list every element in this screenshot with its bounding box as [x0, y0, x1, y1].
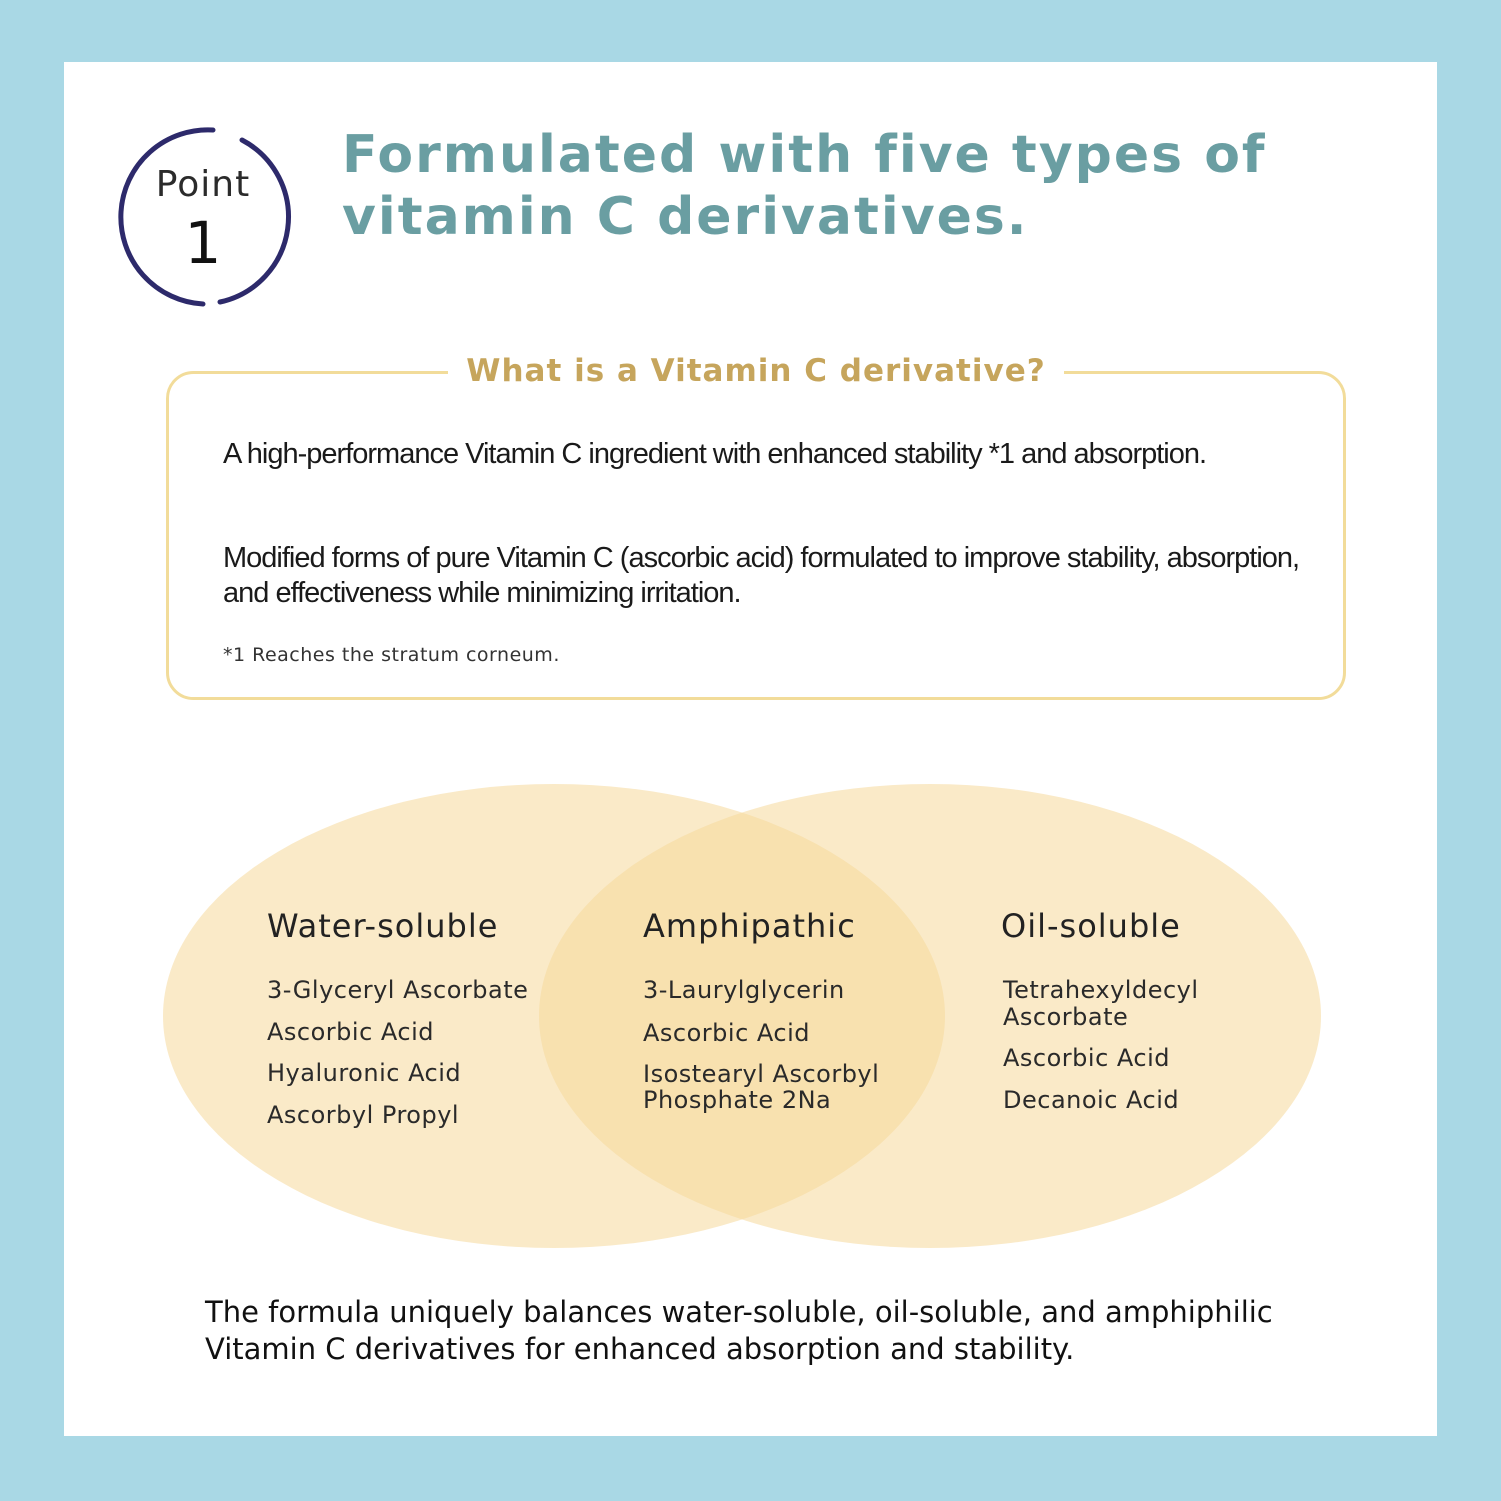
footnote: *1 Reaches the stratum corneum.	[223, 644, 560, 666]
water-soluble-item: Hyaluronic Acid	[267, 1059, 462, 1087]
water-soluble-item: 3-Glyceryl Ascorbate	[267, 976, 529, 1004]
definition-title: What is a Vitamin C derivative?	[166, 351, 1346, 391]
oil-soluble-item: Tetrahexyldecyl	[1003, 976, 1199, 1004]
water-soluble-item: Ascorbic Acid	[267, 1018, 434, 1046]
water-soluble-title: Water-soluble	[267, 907, 499, 945]
oil-soluble-item: Decanoic Acid	[1003, 1086, 1180, 1114]
page-title-line-1: Formulated with five types of	[342, 125, 1267, 185]
oil-soluble-ellipse	[539, 784, 1321, 1248]
amphipathic-item: 3-Laurylglycerin	[643, 976, 845, 1004]
amphipathic-item: Phosphate 2Na	[643, 1086, 832, 1114]
badge-word: Point	[155, 164, 251, 205]
definition-paragraph-2: Modified forms of pure Vitamin C (ascorbic acid) formulated to improve stability, absorption, and effectiveness while minimizing irritation.	[223, 542, 1300, 609]
summary-line-2: Vitamin C derivatives for enhanced absorption and stability.	[205, 1332, 1075, 1366]
summary-text	[205, 1294, 1325, 1368]
oil-soluble-item: Ascorbic Acid	[1003, 1044, 1170, 1072]
badge-number: 1	[184, 209, 222, 277]
page-title-line-2: vitamin C derivatives.	[342, 187, 1029, 247]
amphipathic-item: Ascorbic Acid	[643, 1019, 810, 1047]
oil-soluble-title: Oil-soluble	[1001, 907, 1181, 945]
summary-line-1: The formula uniquely balances water-soluble, oil-soluble, and amphiphilic	[205, 1295, 1273, 1329]
definition-paragraph-1: A high-performance Vitamin C ingredient with enhanced stability *1 and absorption.	[223, 438, 1207, 470]
amphipathic-item: Isostearyl Ascorbyl	[643, 1060, 880, 1088]
water-soluble-item: Ascorbyl Propyl	[267, 1101, 460, 1129]
oil-soluble-item: Ascorbate	[1003, 1003, 1129, 1031]
amphipathic-title: Amphipathic	[643, 907, 856, 945]
